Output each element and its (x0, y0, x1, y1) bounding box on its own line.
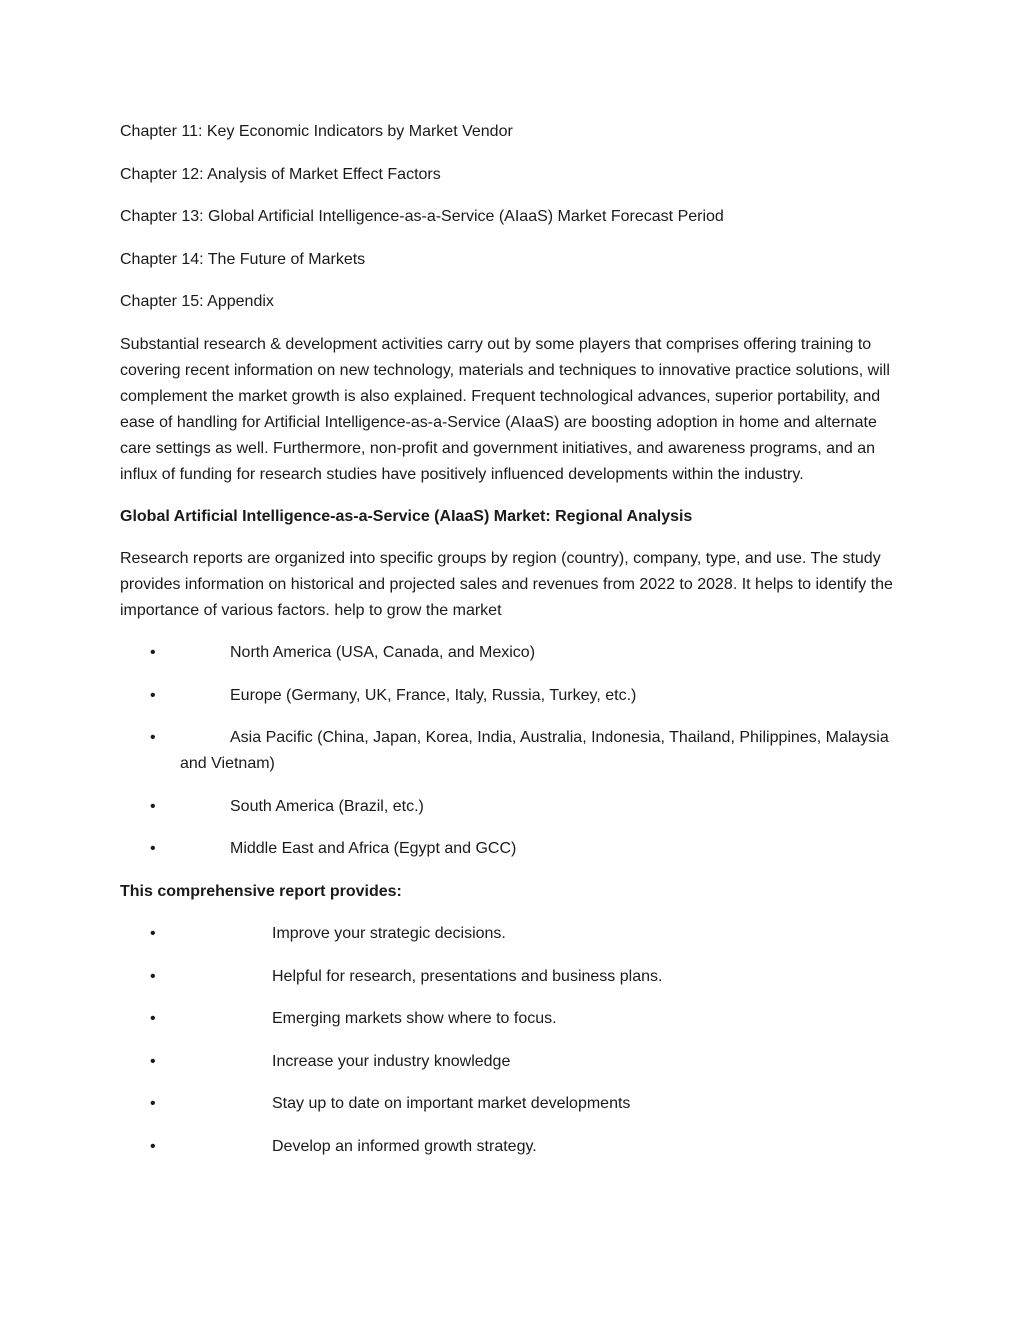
bullet-icon: • (150, 729, 156, 747)
chapter-item: Chapter 15: Appendix (120, 293, 274, 311)
benefit-item (120, 1006, 910, 1032)
benefit-label: Increase your industry knowledge (272, 1052, 511, 1070)
benefit-label: Helpful for research, presentations and business plans. (272, 967, 663, 985)
region-list (120, 640, 910, 862)
benefit-label: Stay up to date on important market developments (272, 1095, 631, 1113)
chapter-item: Chapter 11: Key Economic Indicators by Market Vendor (120, 123, 513, 140)
region-item (120, 836, 910, 862)
bullet-icon: • (150, 686, 156, 704)
report-provides-heading: This comprehensive report provides: (120, 882, 402, 900)
region-item (120, 794, 910, 820)
chapter-list (120, 119, 910, 315)
benefit-label: Develop an informed growth strategy. (272, 1137, 537, 1155)
bullet-icon: • (150, 924, 156, 942)
benefit-label: Emerging markets show where to focus. (272, 1010, 557, 1028)
chapter-item: Chapter 12: Analysis of Market Effect Factors (120, 165, 441, 183)
region-item (120, 640, 910, 666)
bullet-icon: • (150, 1137, 156, 1155)
benefit-list (120, 921, 910, 1160)
bullet-icon: • (150, 1010, 156, 1028)
benefit-item (120, 964, 910, 990)
regional-analysis-heading: Global Artificial Intelligence-as-a-Service (AIaaS) Market: Regional Analysis (120, 507, 693, 525)
region-label: Middle East and Africa (Egypt and GCC) (230, 840, 517, 858)
benefit-item (120, 921, 910, 947)
region-label: Europe (Germany, UK, France, Italy, Russia, Turkey, etc.) (230, 686, 637, 704)
benefit-item (120, 1049, 910, 1075)
region-item (120, 725, 910, 777)
regional-analysis-paragraph: Research reports are organized into specific groups by region (country), company, type, and use. The study provides information on historical and projected sales and revenues from 2022 to 2028. It helps to identify the importance of various factors. help to grow the market (120, 549, 893, 619)
intro-paragraph: Substantial research & development activities carry out by some players that comprises offering training to covering recent information on new technology, materials and techniques to innovative practice solutions, will complement the market growth is also explained. Frequent technological advances, superior portability, and ease of handling for Artificial Intelligence-as-a-Service (AIaaS) are boosting adoption in home and alternate care settings as well. Furthermore, non-profit and government initiatives, and awareness programs, and an influx of funding for research studies have positively influenced developments within the industry. (120, 335, 890, 483)
chapter-item: Chapter 13: Global Artificial Intelligence-as-a-Service (AIaaS) Market Forecast Period (120, 208, 724, 226)
region-item (120, 683, 910, 709)
benefit-item (120, 1134, 910, 1160)
chapter-item: Chapter 14: The Future of Markets (120, 250, 366, 268)
bullet-icon: • (150, 797, 156, 815)
region-label: Asia Pacific (China, Japan, Korea, India, Australia, Indonesia, Thailand, Philippines, Malaysia and Vietnam) (180, 729, 889, 773)
bullet-icon: • (150, 1095, 156, 1113)
benefit-item (120, 1091, 910, 1117)
region-label: South America (Brazil, etc.) (230, 797, 424, 815)
bullet-icon: • (150, 643, 156, 661)
benefit-label: Improve your strategic decisions. (272, 924, 506, 942)
region-label: North America (USA, Canada, and Mexico) (230, 643, 536, 661)
bullet-icon: • (150, 967, 156, 985)
bullet-icon: • (150, 1052, 156, 1070)
document-page (120, 119, 910, 1177)
bullet-icon: • (150, 840, 156, 858)
